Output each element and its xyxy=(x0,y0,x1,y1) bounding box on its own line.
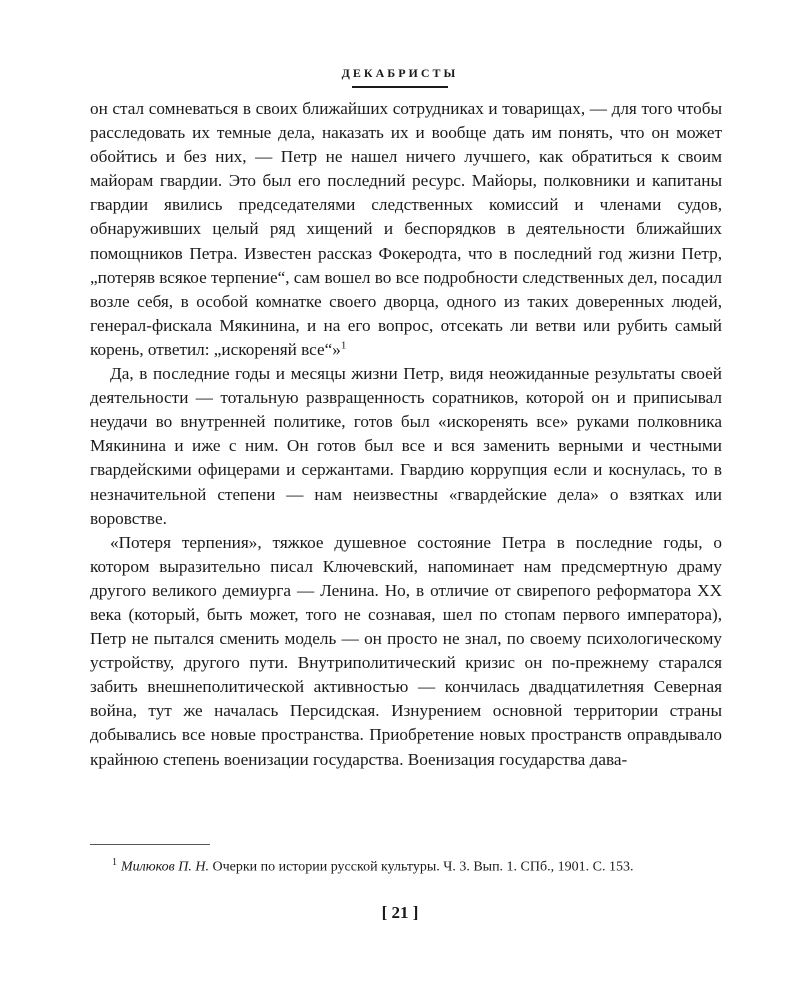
body-text xyxy=(90,97,722,772)
page-number: [ 21 ] xyxy=(381,903,419,922)
footnote-text: Очерки по истории русской культуры. Ч. 3. Вып. 1. СПб., 1901. С. 153. xyxy=(212,859,634,875)
paragraph-1-text: он стал сомневаться в своих ближайших сотрудниках и товарищах, — для того чтобы расследовать их темные дела, наказать их и вообще дать им понять, что он может обойтись и без них, — Петр не нашел ничего лучшего, как обратиться к своим майорам гвардии. Это был его последний ресурс. Майоры, полковники и капитаны гвардии явились председателями следственных комиссий и членами судов, обнаруживших целый ряд хищений и беспорядков в деятельности ближайших помощников Петра. Известен рассказ Фокеродта, что в последний год жизни Петр, „потеряв всякое терпение“, сам вошел во все подробности следственных дел, посадил возле себя, в особой комнатке своего дворца, одного из таких доверенных людей, генерал-фискала Мякинина, и на его вопрос, отсекать ли ветви или рубить самый корень, ответил: „искореняй все“» xyxy=(90,99,722,359)
paragraph-2: Да, в последние годы и месяцы жизни Петр, видя неожиданные результаты своей деятельности — тотальную развращенность соратников, которой он и приписывал неудачи во внутренней политике, готов был «искоренять все» руками полковника Мякинина и иже с ним. Он готов был все и вся заменить верными и честными гвардейскими офицерами и сержантами. Гвардию коррупция если и коснулась, то в незначительной степени — нам неизвестны «гвардейские дела» о взятках или воровстве. xyxy=(90,364,722,528)
footnote xyxy=(90,853,722,877)
running-header: ДЕКАБРИСТЫ xyxy=(341,66,459,80)
footnote-author: Милюков П. Н. xyxy=(121,859,209,875)
footnote-ref[interactable]: 1 xyxy=(340,339,347,352)
paragraph-1 xyxy=(90,97,722,362)
footnote-rule xyxy=(90,844,210,845)
footnote-mark: 1 xyxy=(112,857,117,868)
header-rule xyxy=(352,86,448,88)
paragraph-3: «Потеря терпения», тяжкое душевное состояние Петра в последние годы, о котором выразительно писал Ключевский, напоминает нам предсмертную драму другого великого демиурга — Ленина. Но, в отличие от свирепого реформатора XX века (который, быть может, того не сознавая, шел по стопам первого императора), Петр не пытался сменить модель — он просто не знал, по своему психологическому устройству, другого пути. Внутриполитический кризис он по-прежнему старался забить внешнеполитической активностью — кончилась двадцатилетняя Северная война, тут же началась Персидская. Изнурением основной территории страны добывались все новые пространства. Приобретение новых пространств оправдывало крайнюю степень военизации государства. Военизация государства дава- xyxy=(90,532,722,769)
